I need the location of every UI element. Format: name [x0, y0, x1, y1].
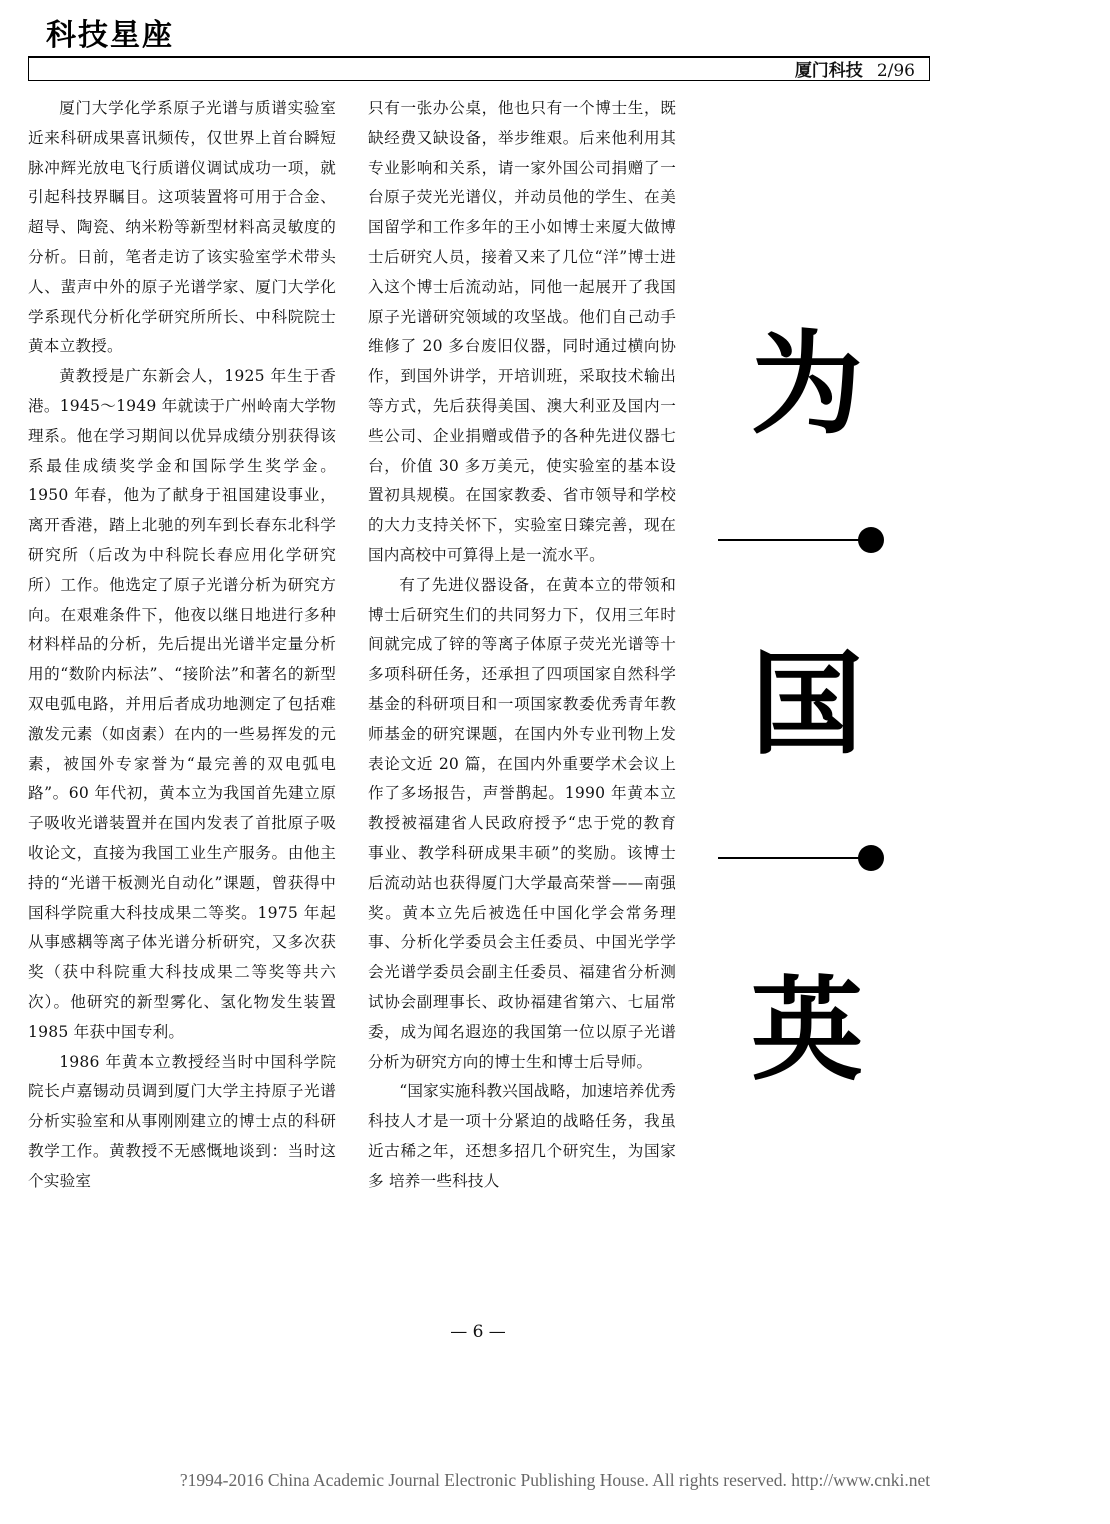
article-column-left [28, 94, 336, 1196]
title-char-3: 英 [751, 965, 863, 1096]
section-title: 科技星座 [46, 18, 174, 53]
title-dot-2 [858, 845, 884, 871]
title-divider-2 [718, 857, 866, 859]
journal-info [795, 56, 915, 81]
title-char-1: 为 [751, 319, 863, 450]
title-char-2: 国 [751, 639, 863, 770]
copyright-footer: ?1994-2016 China Academic Journal Electronic Publishing House. All rights reserved. http://www.cnki.net [179, 1470, 931, 1490]
paragraph: “国家实施科教兴国战略，加速培养优秀科技人才是一项十分紧迫的战略任务，我虽近古稀之年，还想多招几个研究生，为国家多 培养一些科技人 [368, 1082, 676, 1190]
paragraph: 厦门大学化学系原子光谱与质谱实验室近来科研成果喜讯频传，仅世界上首台瞬短脉冲辉光放电飞行质谱仪调试成功一项，就引起科技界瞩目。这项装置将可用于合金、超导、陶瓷、纳米粉等新型材料高灵敏度的分析。日前，笔者走访了该实验室学术带头人、蜚声中外的原子光谱学家、厦门大学化学系现代分析化学研究所所长、中科院院士黄本立教授。 [28, 99, 336, 356]
paragraph: 黄教授是广东新会人，1925 年生于香港。1945～1949 年就读于广州岭南大学物理系。他在学习期间以优异成绩分别获得该系最佳成绩奖学金和国际学生奖学金。1950 年春，他为了献身于祖国建设事业，离开香港，踏上北驰的列车到长春东北科学研究所（后改为中科院长春应用化学研究所）工作。他选定了原子光谱分析为研究方向。在艰难条件下，他夜以继日地进行多种材料样品的分析，先后提出光谱半定量分析用的“数阶内标法”、“接阶法”和著名的新型双电弧电路，并用后者成功地测定了包括难激发元素（如卤素）在内的一些易挥发的元素，被国外专家誉为“最完善的双电弧电路”。60 年代初，黄本立为我国首先建立原子吸收光谱装置并在国内发表了首批原子吸收论文，直接为我国工业生产服务。由他主持的“光谱干板测光自动化”课题，曾获得中国科学院重大科技成果二等奖。1975 年起从事感耦等离子体光谱分析研究，又多次获奖（获中科院重大科技成果二等奖等共六次）。他研究的新型雾化、氢化物发生装置 1985 年获中国专利。 [28, 367, 336, 1041]
paragraph: 1986 年黄本立教授经当时中国科学院院长卢嘉锡动员调到厦门大学主持原子光谱分析实验室和从事刚刚建立的博士点的科研教学工作。黄教授不无感慨地谈到：当时这个实验室 [28, 1052, 336, 1190]
header-bar [28, 56, 930, 81]
paragraph: 只有一张办公桌，他也只有一个博士生，既缺经费又缺设备，举步维艰。后来他利用其专业影响和关系，请一家外国公司捐赠了一台原子荧光光谱仪，并动员他的学生、在美国留学和工作多年的王小如博士来厦大做博士后研究人员，接着又来了几位“洋”博士进入这个博士后流动站，同他一起展开了我国原子光谱研究领域的攻坚战。他们自己动手维修了 20 多台废旧仪器，同时通过横向协作，到国外讲学，开培训班，采取技术输出等方式，先后获得美国、澳大利亚及国内一些公司、企业捐赠或借予的各种先进仪器七台，价值 30 多万美元，使实验室的基本设置初具规模。在国家教委、省市领导和学校的大力支持关怀下，实验室日臻完善，现在国内高校中可算得上是一流水平。 [368, 99, 676, 564]
title-divider-1 [718, 539, 866, 541]
journal-name: 厦门科技 [794, 61, 863, 81]
title-dot-1 [858, 527, 884, 553]
issue-number: 2/96 [876, 61, 915, 81]
paragraph: 有了先进仪器设备，在黄本立的带领和博士后研究生们的共同努力下，仅用三年时间就完成了锌的等离子体原子荧光光谱等十多项科研任务，还承担了四项国家自然科学基金的科研项目和一项国家教委优秀青年教师基金的研究课题，在国内外专业刊物上发表论文近 20 篇，在国内外重要学术会议上作了多场报告，声誉鹊起。1990 年黄本立教授被福建省人民政府授予“忠于党的教育事业、教学科研成果丰硕”的奖励。该博士后流动站也获得厦门大学最高荣誉——南强奖。黄本立先后被选任中国化学会常务理事、分析化学委员会主任委员、中国光学学会光谱学委员会副主任委员、福建省分析测试协会副理事长、政协福建省第六、七届常委，成为闻名遐迩的我国第一位以原子光谱分析为研究方向的博士生和博士后导师。 [368, 575, 676, 1071]
article-column-right [368, 94, 676, 1196]
page-number: — 6 — [450, 1322, 506, 1342]
